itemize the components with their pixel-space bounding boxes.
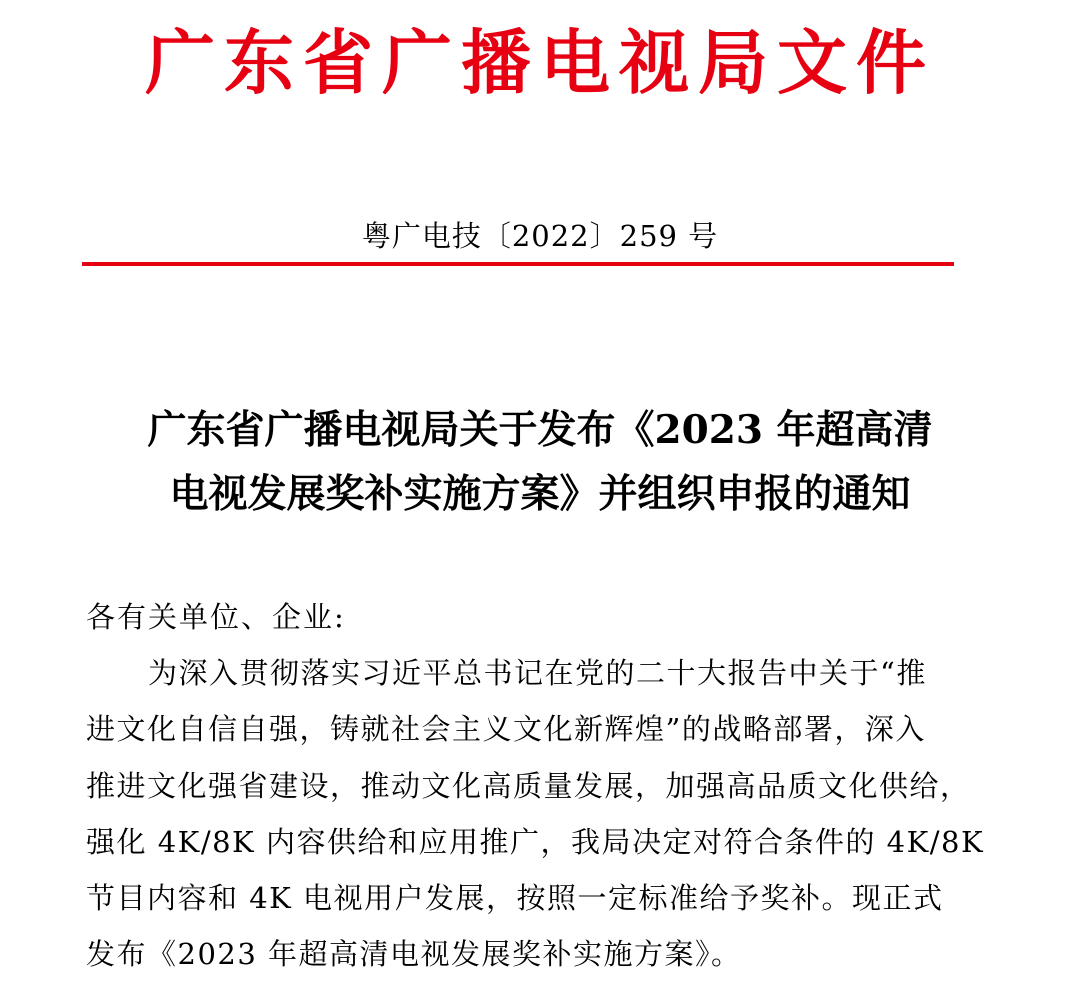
body-line-3: 推进文化强省建设，推动文化高质量发展，加强高品质文化供给， bbox=[86, 769, 971, 803]
salutation: 各有关单位、企业: bbox=[86, 600, 346, 634]
document-number: 粤广电技〔2022〕259 号 bbox=[361, 219, 719, 253]
notice-title bbox=[60, 398, 1020, 526]
notice-title-line-1: 广东省广播电视局关于发布《2023 年超高清 bbox=[147, 407, 933, 453]
issuer-header-title: 广东省广播电视局文件 bbox=[145, 22, 935, 104]
body-line-6: 发布《2023 年超高清电视发展奖补实施方案》。 bbox=[86, 937, 742, 971]
body-line-5: 节目内容和 4K 电视用户发展，按照一定标准给予奖补。现正式 bbox=[86, 881, 944, 915]
notice-title-line-2: 电视发展奖补实施方案》并组织申报的通知 bbox=[169, 471, 911, 517]
body-line-1: 为深入贯彻落实习近平总书记在党的二十大报告中关于“推 bbox=[148, 656, 927, 690]
header-red-divider bbox=[82, 262, 954, 266]
body-line-4: 强化 4K/8K 内容供给和应用推广，我局决定对符合条件的 4K/8K bbox=[86, 825, 985, 859]
body-line-2: 进文化自信自强，铸就社会主义文化新辉煌”的战略部署，深入 bbox=[86, 712, 926, 746]
